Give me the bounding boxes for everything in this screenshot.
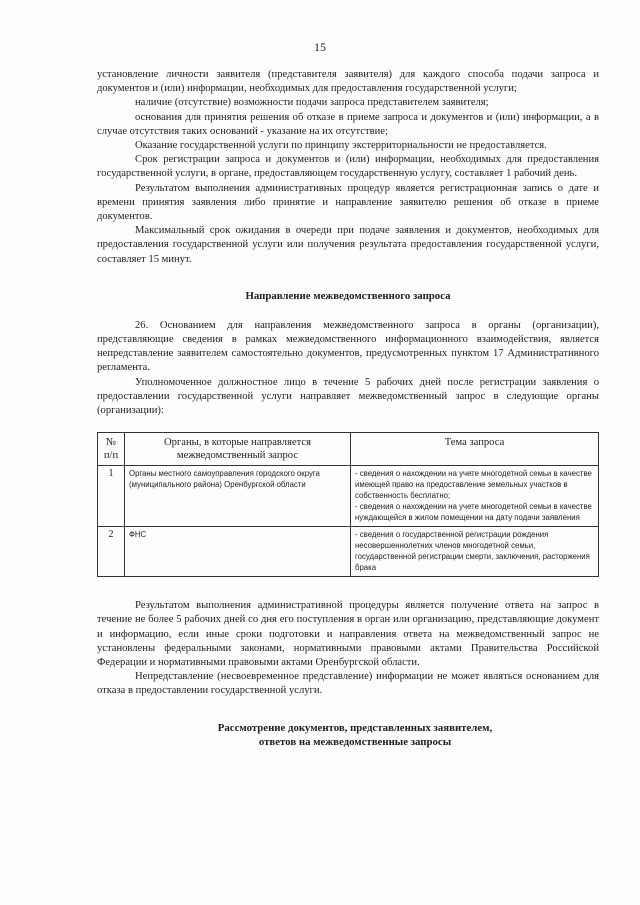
paragraph: установление личности заявителя (представителя заявителя) для каждого способа подачи запроса и документов и (или) информации, необходимых для предоставления государственной услуги;: [97, 69, 599, 95]
header-num: № п/п: [98, 433, 125, 466]
header-org: Органы, в которые направляется межведомственный запрос: [125, 433, 351, 466]
paragraph: Максимальный срок ожидания в очереди при подаче заявления и документов, необходимых для предоставления государственной услуги или получения результата предоставления государственной услуги, составляет 15 минут.: [97, 225, 599, 265]
table-row: [98, 466, 599, 527]
paragraph: Оказание государственной услуги по принципу экстерриториальности не предоставляется.: [135, 140, 547, 152]
paragraph: 26. Основанием для направления межведомственного запроса в органы (организации), представляющие сведения в рамках межведомственного информационного взаимодействия, является непредставление заявителем самостоятельно документов, предусмотренных пунктом 17 Административного регламента.: [97, 319, 599, 374]
row-org: ФНС: [125, 527, 351, 577]
document-body: [97, 68, 599, 749]
row-num: 2: [98, 527, 125, 577]
paragraph: Срок регистрации запроса и документов и (или) информации, необходимых для предоставления государственной услуги, в органе, предоставляющем государственную услугу, составляет 1 рабочий день.: [97, 154, 599, 180]
intro-block: [97, 68, 599, 267]
paragraph: наличие (отсутствие) возможности подачи запроса представителем заявителя;: [135, 97, 489, 109]
page-number: 15: [314, 40, 326, 54]
topic-item: - сведения о нахождении на учете многодетной семьи в качестве нуждающейся в жилом помещении на дату подачи заявления: [355, 502, 592, 523]
section-heading-interagency-request: Направление межведомственного запроса: [245, 289, 451, 302]
paragraph: основания для принятия решения об отказе в приеме запроса и документов и (или) информации, а в случае отсутствия таких оснований - указание на их отсутствие;: [97, 111, 599, 137]
section-heading-document-review: [97, 721, 599, 749]
row-org: Органы местного самоуправления городского округа (муниципального района) Оренбургской области: [125, 466, 351, 527]
topic-item: - сведения о нахождении на учете многодетной семьи в качестве имеющей право на предоставление земельных участков в собственность бесплатно;: [355, 469, 592, 501]
paragraph: Результатом выполнения административных процедур является регистрационная запись о дате и времени принятия заявления либо принятие и направление заявителю решения об отказе в приеме документов.: [97, 182, 599, 223]
table-header-row: [98, 433, 599, 466]
requests-table: [97, 432, 599, 577]
paragraph: Результатом выполнения административной процедуры является получение ответа на запрос в течение не более 5 рабочих дней со дня его поступления в орган или организацию, представляющие документ и информацию, если иные сроки подготовки и направления ответа на межведомственный запрос не установлены федеральными законами, нормативными правовыми актами Правительства Российской Федерации и нормативными правовыми актами Оренбургской области.: [97, 600, 599, 669]
paragraph: Непредставление (несвоевременное представление) информации не может являться основанием для отказа в предоставлении государственной услуги.: [97, 671, 599, 697]
table-row: [98, 527, 599, 577]
heading-line: Рассмотрение документов, представленных заявителем,: [217, 721, 493, 734]
paragraph: Уполномоченное должностное лицо в течение 5 рабочих дней после регистрации заявления о предоставлении государственной услуги направляет межведомственный запрос в следующие органы (организации):: [97, 376, 599, 417]
topic-item: - сведения о государственной регистрации рождения несовершеннолетних членов многодетной семьи, государственной регистрации смерти, заключения, расторжения брака: [355, 530, 590, 573]
row-topic: [351, 527, 599, 577]
row-num: 1: [98, 466, 125, 527]
row-topic: [351, 466, 599, 527]
heading-line: ответов на межведомственные запросы: [258, 735, 452, 748]
header-topic: Тема запроса: [351, 433, 599, 466]
